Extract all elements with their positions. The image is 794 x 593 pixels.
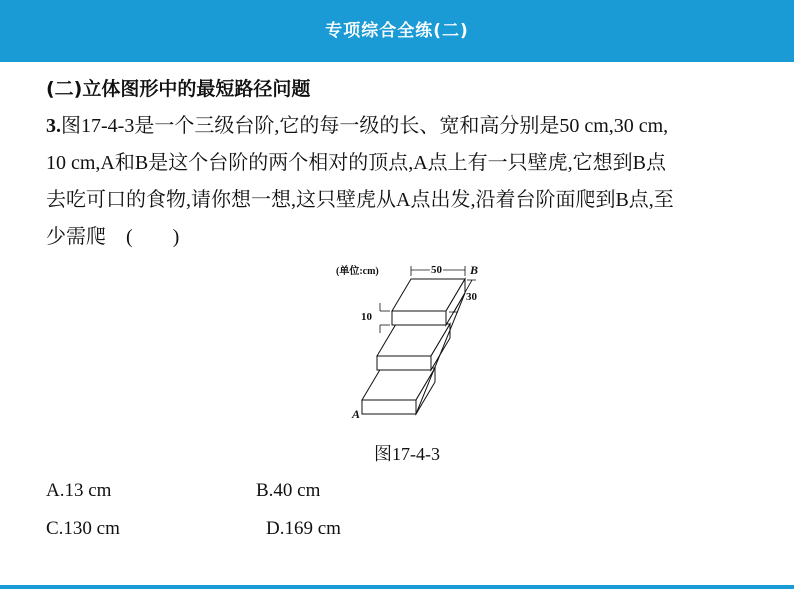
- question-line-3: 去吃可口的食物,请你想一想,这只壁虎从A点出发,沿着台阶面爬到B点,至: [46, 189, 674, 211]
- step-1-front: [362, 400, 416, 414]
- question-line-1: 3.图17-4-3是一个三级台阶,它的每一级的长、宽和高分别是50 cm,30 cm,: [46, 115, 669, 137]
- width-label: 30: [466, 291, 477, 303]
- question-line-4: 少需爬 ( ): [46, 226, 180, 248]
- unit-label: (单位:cm): [336, 266, 379, 277]
- option-d: D.169 cm: [266, 518, 341, 539]
- footer-line: [0, 585, 794, 589]
- question-text: [46, 108, 756, 256]
- option-a: A.13 cm: [46, 480, 112, 501]
- length-label: 50: [431, 264, 442, 276]
- height-label: 10: [361, 311, 372, 323]
- point-a-label: A: [352, 407, 361, 421]
- page-title: 专项综合全练(二): [325, 21, 469, 41]
- question-number: 3.: [46, 115, 61, 137]
- figure-caption: 图17-4-3: [374, 444, 440, 464]
- point-b-label: B: [470, 263, 479, 277]
- option-c: C.130 cm: [46, 518, 120, 539]
- step-2-front: [377, 356, 431, 370]
- option-b: B.40 cm: [256, 480, 321, 501]
- staircase-figure: [330, 258, 500, 423]
- step-3-front: [392, 311, 446, 325]
- section-title: (二)立体图形中的最短路径问题: [46, 78, 311, 100]
- question-line-2: 10 cm,A和B是这个台阶的两个相对的顶点,A点上有一只壁虎,它想到B点: [46, 152, 666, 174]
